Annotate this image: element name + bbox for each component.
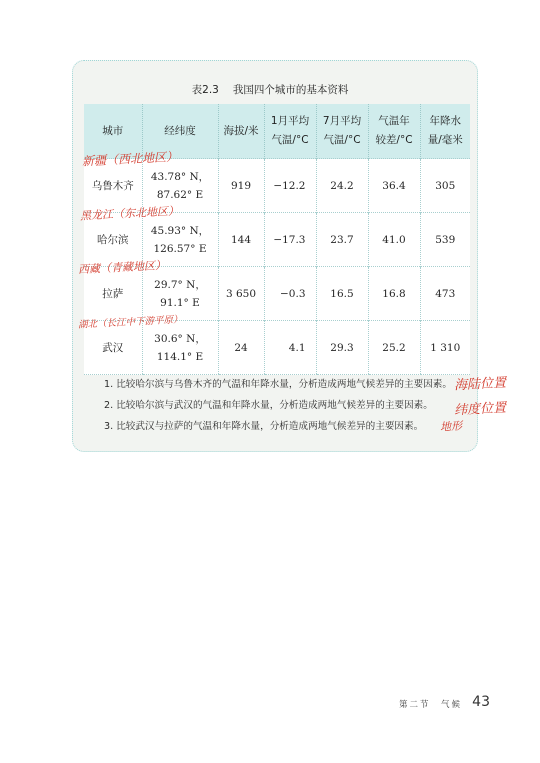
cell-city: 拉萨 xyxy=(84,267,142,321)
cell-jul-temp: 24.2 xyxy=(316,159,368,213)
cell-altitude: 24 xyxy=(218,321,264,375)
section-title: 第二节 气候 xyxy=(398,700,462,710)
cell-precipitation: 539 xyxy=(420,213,470,267)
cell-jan-temp: −17.3 xyxy=(264,213,316,267)
cell-jul-temp: 23.7 xyxy=(316,213,368,267)
cell-altitude: 144 xyxy=(218,213,264,267)
header-altitude: 海拔/米 xyxy=(218,104,264,159)
cell-annual-range: 16.8 xyxy=(368,267,420,321)
cell-coordinates: 43.78° N， 87.62° E xyxy=(142,159,218,213)
question-item: 2. 比较哈尔滨与武汉的气温和年降水量，分析造成两地气候差异的主要因素。 xyxy=(104,400,433,411)
table-row xyxy=(84,321,470,375)
question-list xyxy=(104,374,474,437)
table-label: 表2.3 xyxy=(191,84,219,96)
cell-jul-temp: 16.5 xyxy=(316,267,368,321)
cell-city: 乌鲁木齐 xyxy=(84,159,142,213)
handwritten-note-heilongjiang: 黑龙江（东北地区） xyxy=(79,204,180,223)
cell-city: 哈尔滨 xyxy=(84,213,142,267)
city-data-table xyxy=(81,104,470,375)
cell-jan-temp: 4.1 xyxy=(264,321,316,375)
header-jan-temp: 1月平均 气温/°C xyxy=(264,104,316,159)
page-number: 43 xyxy=(472,694,490,710)
cell-coordinates: 29.7° N， 91.1° E xyxy=(142,267,218,321)
page-footer xyxy=(0,694,540,714)
cell-altitude: 919 xyxy=(218,159,264,213)
table-caption xyxy=(0,82,540,97)
handwritten-note-hubei: 湖北（长江中下游平原） xyxy=(77,314,183,331)
cell-city: 武汉 xyxy=(84,321,142,375)
cell-coordinates: 45.93° N， 126.57° E xyxy=(142,213,218,267)
header-jul-temp: 7月平均 气温/°C xyxy=(316,104,368,159)
handwritten-note-tibet: 西藏（青藏地区） xyxy=(77,258,167,277)
header-annual-range: 气温年 较差/°C xyxy=(368,104,420,159)
header-city: 城市 xyxy=(84,104,142,159)
cell-jul-temp: 29.3 xyxy=(316,321,368,375)
cell-altitude: 3 650 xyxy=(218,267,264,321)
cell-annual-range: 41.0 xyxy=(368,213,420,267)
cell-jan-temp: −12.2 xyxy=(264,159,316,213)
handwritten-answer-2: 纬度位置 xyxy=(453,400,507,419)
cell-coordinates: 30.6° N， 114.1° E xyxy=(142,321,218,375)
cell-jan-temp: −0.3 xyxy=(264,267,316,321)
handwritten-note-xinjiang: 新疆（西北地区） xyxy=(81,149,179,169)
header-precipitation: 年降水 量/毫米 xyxy=(420,104,470,159)
question-item: 1. 比较哈尔滨与乌鲁木齐的气温和年降水量，分析造成两地气候差异的主要因素。 xyxy=(104,379,452,390)
cell-precipitation: 305 xyxy=(420,159,470,213)
handwritten-answer-1: 海陆位置 xyxy=(453,375,507,394)
table-title: 我国四个城市的基本资料 xyxy=(232,84,349,96)
cell-precipitation: 1 310 xyxy=(420,321,470,375)
header-coordinates: 经纬度 xyxy=(142,104,218,159)
question-item: 3. 比较武汉与拉萨的气温和年降水量，分析造成两地气候差异的主要因素。 xyxy=(104,421,424,432)
cell-precipitation: 473 xyxy=(420,267,470,321)
handwritten-answer-3: 地形 xyxy=(439,419,463,434)
cell-annual-range: 36.4 xyxy=(368,159,420,213)
cell-annual-range: 25.2 xyxy=(368,321,420,375)
